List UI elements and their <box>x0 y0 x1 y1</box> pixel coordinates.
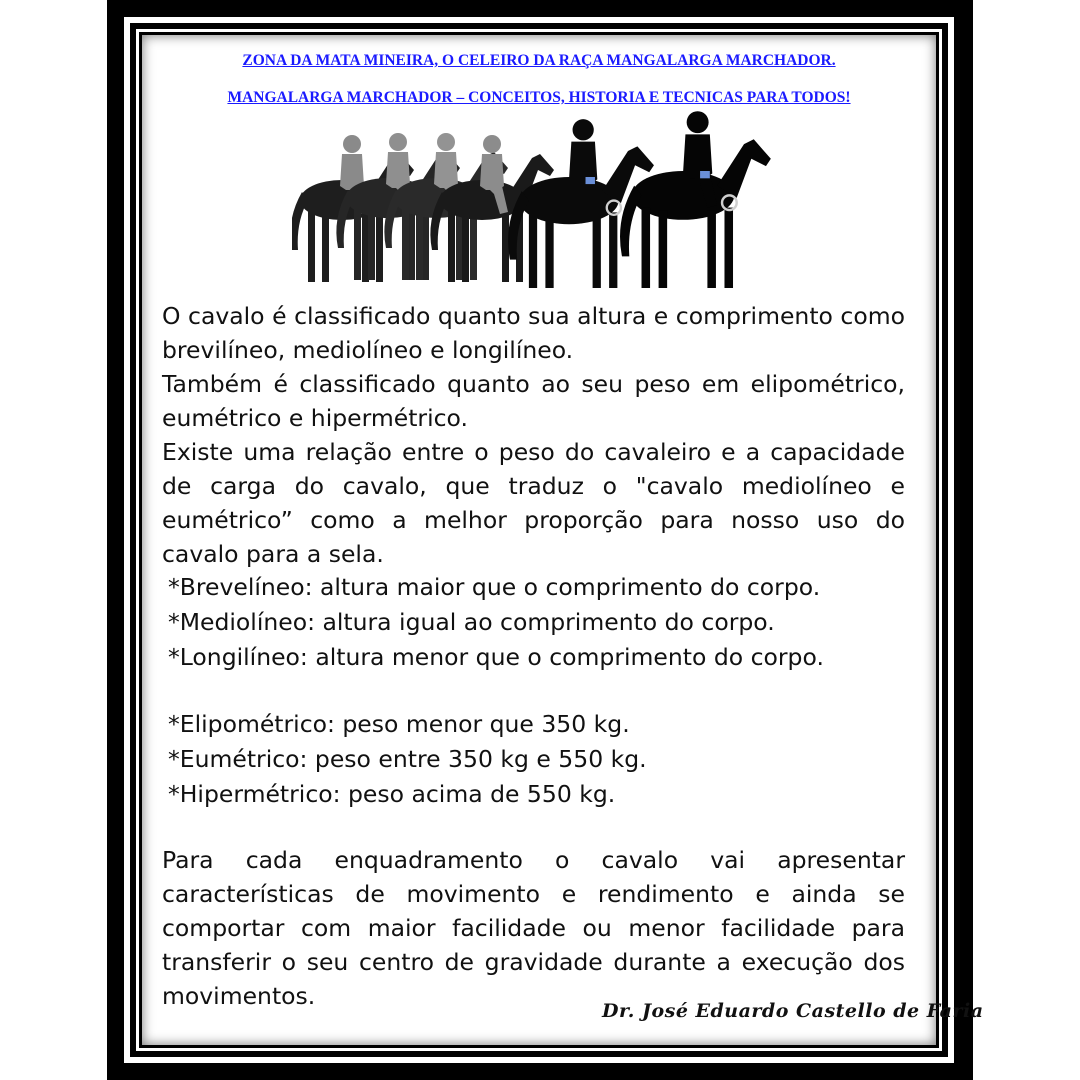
list-item: *Mediolíneo: altura igual ao comprimento do corpo. <box>168 608 775 636</box>
weight-list <box>168 707 908 812</box>
intro-paragraph-1: O cavalo é classificado quanto sua altura e comprimento como brevilíneo, mediolíneo e longilíneo. <box>162 302 905 364</box>
proportion-list <box>168 570 908 675</box>
intro-paragraph-3: Existe uma relação entre o peso do cavaleiro e a capacidade de carga do cavalo, que traduz o "cavalo mediolíneo e eumétrico” como a melhor proporção para nosso uso do cavalo para a sela. <box>162 438 905 568</box>
list-item: *Hipermétrico: peso acima de 550 kg. <box>168 780 616 808</box>
list-item: *Longilíneo: altura menor que o comprimento do corpo. <box>168 643 824 671</box>
list-item: *Elipométrico: peso menor que 350 kg. <box>168 710 630 738</box>
conclusion-paragraph <box>162 843 905 1013</box>
intro-paragraph-2: Também é classificado quanto ao seu peso em elipométrico, eumétrico e hipermétrico. <box>162 370 905 432</box>
horse-riders-illustration <box>292 110 772 288</box>
header-link-zona-da-mata[interactable]: ZONA DA MATA MINEIRA, O CELEIRO DA RAÇA MANGALARGA MARCHADOR. <box>242 52 836 69</box>
header-link-mangalarga-conceitos[interactable]: MANGALARGA MARCHADOR – CONCEITOS, HISTORIA E TECNICAS PARA TODOS! <box>227 89 851 106</box>
intro-paragraphs <box>162 299 905 571</box>
document-page <box>142 35 984 1045</box>
author-signature: Dr. José Eduardo Castello de Faria <box>602 1000 984 1022</box>
list-item: *Brevelíneo: altura maior que o comprimento do corpo. <box>168 573 821 601</box>
list-item: *Eumétrico: peso entre 350 kg e 550 kg. <box>168 745 647 773</box>
conclusion-text: Para cada enquadramento o cavalo vai apresentar características de movimento e rendimento e ainda se comportar com maior facilidade ou menor facilidade para transferir o seu centro de gravidade durante a execução dos movimentos. <box>162 846 905 1010</box>
